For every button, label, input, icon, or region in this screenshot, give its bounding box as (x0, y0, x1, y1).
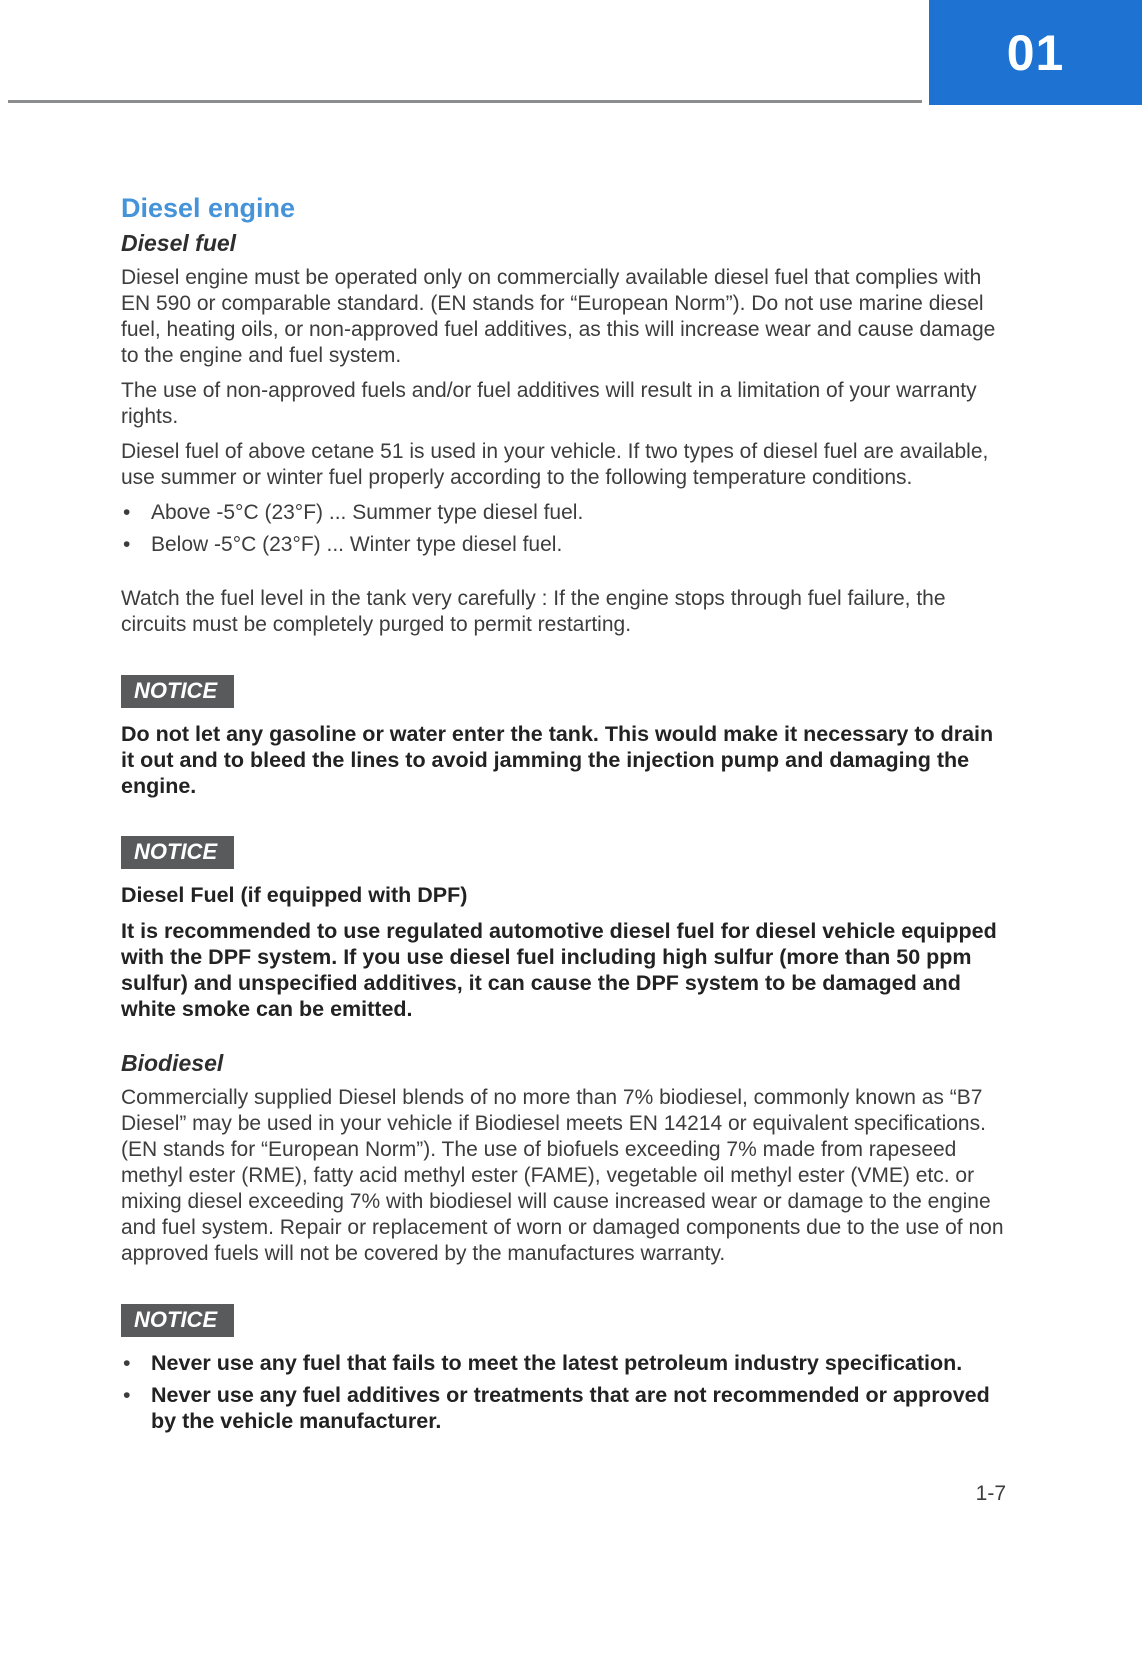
subsection-title-diesel-fuel: Diesel fuel (121, 230, 237, 256)
list-item-text: Never use any fuel additives or treatments that are not recommended or approved by the vehicle manufacturer. (151, 1383, 990, 1433)
notice-2-heading: Diesel Fuel (if equipped with DPF) (121, 883, 468, 907)
notice-3-list (121, 1350, 1006, 1434)
list-item-text: Never use any fuel that fails to meet the latest petroleum industry specification. (151, 1351, 963, 1375)
notice-label: NOTICE (134, 1307, 218, 1332)
paragraph-biodiesel-1: Commercially supplied Diesel blends of no more than 7% biodiesel, commonly known as “B7 Diesel” may be used in your vehicle if Biodiesel meets EN 14214 or equivalent specifications. (EN stands for “European Norm”). The use of biofuels exceeding 7% made from rapeseed methyl ester (RME), fatty acid methyl ester (FAME), vegetable oil methyl ester (VME) etc. or mixing diesel exceeding 7% with biodiesel will cause increased wear or damage to the engine and fuel system. Repair or replacement of worn or damaged components due to the use of non approved fuels will not be covered by the manufactures warranty. (121, 1086, 1004, 1265)
list-item (121, 1382, 1006, 1434)
list-item (121, 500, 1006, 526)
paragraph-diesel-fuel-4: Watch the fuel level in the tank very carefully : If the engine stops through fuel failure, the circuits must be completely purged to permit restarting. (121, 587, 946, 636)
bullet-icon: • (123, 533, 131, 556)
paragraph-diesel-fuel-2: The use of non-approved fuels and/or fuel additives will result in a limitation of your warranty rights. (121, 379, 977, 428)
bullet-icon: • (123, 501, 131, 524)
bullet-icon: • (123, 1351, 131, 1375)
notice-label: NOTICE (134, 839, 218, 864)
header-rule (8, 100, 922, 103)
subsection-title-biodiesel: Biodiesel (121, 1050, 224, 1076)
list-item (121, 532, 1006, 558)
notice-1-body: Do not let any gasoline or water enter the tank. This would make it necessary to drain it out and to bleed the lines to avoid jamming the injection pump and damaging the engine. (121, 722, 994, 798)
notice-badge (121, 1304, 234, 1337)
notice-label: NOTICE (134, 678, 218, 703)
list-item-text: Below -5°C (23°F) ... Winter type diesel fuel. (151, 533, 563, 556)
page-number: 1-7 (975, 1482, 1006, 1505)
bullet-icon: • (123, 1383, 131, 1407)
paragraph-diesel-fuel-1: Diesel engine must be operated only on commercially available diesel fuel that complies with EN 590 or comparable standard. (EN stands for “European Norm”). Do not use marine diesel fuel, heating oils, or non-approved fuel additives, as this will increase wear and cause damage to the engine and fuel system. (121, 266, 996, 367)
list-item-text: Above -5°C (23°F) ... Summer type diesel fuel. (151, 501, 584, 524)
temperature-list (121, 500, 1006, 558)
section-title: Diesel engine (121, 193, 296, 223)
list-item (121, 1350, 1006, 1376)
notice-badge (121, 836, 234, 869)
notice-badge (121, 675, 234, 708)
paragraph-diesel-fuel-3: Diesel fuel of above cetane 51 is used in your vehicle. If two types of diesel fuel are available, use summer or winter fuel properly according to the following temperature conditions. (121, 440, 989, 489)
page-header (0, 0, 1142, 106)
chapter-badge (929, 0, 1142, 105)
notice-2-body: It is recommended to use regulated automotive diesel fuel for diesel vehicle equipped with the DPF system. If you use diesel fuel including high sulfur (more than 50 ppm sulfur) and unspecified additives, it can cause the DPF system to be damaged and white smoke can be emitted. (121, 919, 997, 1021)
chapter-number: 01 (1006, 24, 1065, 81)
